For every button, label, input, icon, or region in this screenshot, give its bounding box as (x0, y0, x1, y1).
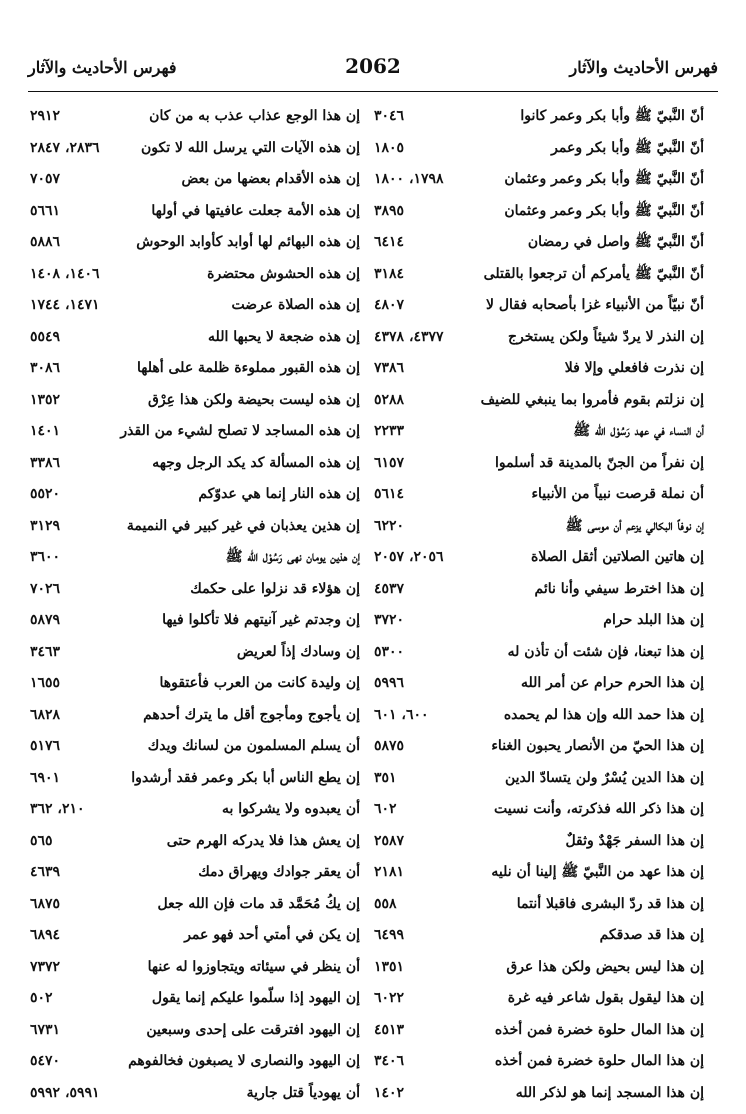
entry-text: إن هذه المساجد لا تصلح لشيء من القذر (120, 423, 360, 439)
entry-text: أن يسلم المسلمون من لسانك ويدك (147, 738, 360, 754)
entry-text: إن يطع الناس أبا بكر وعمر فقد أرشدوا (131, 769, 360, 786)
entry-hadith-number: ٥٨٨٦ (30, 234, 61, 250)
index-entry (374, 1078, 704, 1110)
index-entry (374, 983, 704, 1015)
entry-text: إن هذا السفر جَهْدٌ وثقلٌ (565, 832, 704, 849)
entry-text: إن هذه الأقدام بعضها من بعض (181, 171, 360, 187)
index-entry (30, 700, 360, 732)
entry-text: إن هذين يومان نهى رَسُوْل الله ﷺ (225, 549, 360, 565)
entry-hadith-number: ٢٢٣٣ (374, 423, 405, 439)
entry-hadith-number: ٦٤٩٩ (374, 927, 405, 943)
index-entry (30, 983, 360, 1015)
entry-hadith-number: ٥٥٨ (374, 895, 397, 912)
entry-hadith-number: ٥٣٠٠ (374, 643, 405, 660)
entry-text: أن نملة قرصت نبياً من الأنبياء (531, 486, 704, 502)
entry-text: إن يعش هذا فلا يدركه الهرم حتى (166, 832, 360, 849)
entry-text: إن هذا عهد من النَّبيّ ﷺ إلينا أن نليه (491, 864, 704, 880)
entry-hadith-number: ٥٨٧٥ (374, 738, 405, 754)
entry-text: إن هذه الصلاة عرضت (231, 297, 360, 313)
entry-text: أنّ النَّبيّ ﷺ وأبا بكر وعمر وعثمان (504, 202, 704, 219)
index-entry (30, 1015, 360, 1047)
index-entry (374, 511, 704, 543)
entry-text: أنّ النَّبيّ ﷺ يأمركم أن ترجعوا بالقتلى (483, 265, 704, 282)
entry-text: أنّ نبيّاً من الأنبياء غزا بأصحابه فقال لا (485, 297, 704, 313)
entry-hadith-number: ٦٠٢٢ (374, 990, 405, 1006)
entry-text: إن نذرت فافعلي وإلا فلا (564, 360, 704, 376)
index-entry (30, 542, 360, 574)
index-entry (30, 1046, 360, 1078)
entry-text: إن هذه ليست بحيضة ولكن هذا عِرْق (148, 391, 360, 408)
index-entry (374, 416, 704, 448)
index-entry (374, 952, 704, 984)
left-column (30, 101, 360, 1109)
entry-hadith-number: ٦٢٢٠ (374, 517, 405, 534)
entry-text: إن هذا ليس بحيض ولكن هذا عرق (506, 958, 704, 975)
entry-text: إن هذا ليقول بقول شاعر فيه غرة (507, 990, 704, 1006)
entry-text: إن هاتين الصلاتين أثقل الصلاة (531, 549, 704, 565)
entry-hadith-number: ٥٥٢٠ (30, 486, 61, 502)
entry-hadith-number: ٢١٠، ٣٦٢ (30, 801, 85, 817)
index-entry (30, 416, 360, 448)
index-entry (30, 763, 360, 795)
entry-hadith-number: ١٨٠٥ (374, 139, 405, 156)
entry-hadith-number: ٥٨٧٩ (30, 612, 61, 628)
entry-hadith-number: ٦٩٠١ (30, 769, 61, 786)
entry-hadith-number: ٥٩٩١، ٥٩٩٢ (30, 1084, 100, 1101)
entry-hadith-number: ٤٣٧٧، ٤٣٧٨ (374, 328, 444, 345)
index-entry (30, 164, 360, 196)
entry-text: إن هذه الأمة جعلت عافيتها في أولها (151, 202, 360, 219)
entry-text: أنّ النَّبيّ ﷺ وأبا بكر وعمر كانوا (520, 108, 704, 124)
index-entry (30, 668, 360, 700)
index-entry (30, 511, 360, 543)
index-entry (30, 290, 360, 322)
entry-hadith-number: ٦٠٢ (374, 801, 397, 817)
entry-hadith-number: ٢٠٥٦، ٢٠٥٧ (374, 549, 444, 565)
page-number: 2062 (345, 54, 401, 78)
index-entry (30, 920, 360, 952)
entry-hadith-number: ٦٠٠، ٦٠١ (374, 706, 429, 723)
entry-hadith-number: ٧٠٥٧ (30, 171, 61, 187)
entry-hadith-number: ٥٦٥ (30, 832, 53, 849)
index-entry (30, 794, 360, 826)
running-header (28, 52, 718, 90)
entry-hadith-number: ٦٧٣١ (30, 1021, 61, 1038)
index-entry (30, 227, 360, 259)
entry-hadith-number: ٥٤٧٠ (30, 1053, 61, 1069)
index-entry (374, 385, 704, 417)
index-entry (374, 259, 704, 291)
entry-text: إن وليدة كانت من العرب فأعتقوها (159, 675, 360, 691)
entry-hadith-number: ٢٥٨٧ (374, 832, 405, 849)
entry-text: إن يأجوج ومأجوج أقل ما يترك أحدهم (143, 706, 360, 723)
entry-text: أنّ النَّبيّ ﷺ واصل في رمضان (527, 234, 704, 250)
entry-text: إن يكن في أمتي أحد فهو عمر (184, 927, 360, 943)
index-entry (30, 889, 360, 921)
entry-hadith-number: ٦١٥٧ (374, 454, 405, 471)
entry-text: إن هذه الحشوش محتضرة (207, 265, 360, 282)
entry-text: أنّ النَّبيّ ﷺ وأبا بكر وعمر (551, 139, 704, 156)
entry-text: إن هذه النار إنما هي عدوّكم (198, 486, 360, 502)
index-entry (30, 952, 360, 984)
index-entry (374, 448, 704, 480)
header-rule (28, 91, 718, 92)
entry-hadith-number: ٦٨٩٤ (30, 927, 61, 943)
index-entry (30, 196, 360, 228)
entry-text: إن هذه الآيات التي يرسل الله لا تكون (141, 139, 360, 156)
entry-text: إن هذا المال حلوة خضرة فمن أخذه (494, 1021, 704, 1038)
entry-hadith-number: ٢٨٣٦، ٢٨٤٧ (30, 139, 100, 156)
header-title-right: فهرس الأحاديث والآثار (569, 58, 718, 77)
index-entry (374, 542, 704, 574)
entry-text: أن يهودياً قتل جارية (246, 1084, 360, 1101)
entry-hadith-number: ٧٠٢٦ (30, 580, 61, 597)
index-entry (30, 731, 360, 763)
entry-hadith-number: ٦٨٢٨ (30, 706, 61, 723)
index-entry (374, 574, 704, 606)
index-entry (374, 164, 704, 196)
index-entry (374, 637, 704, 669)
index-entry (374, 857, 704, 889)
right-column (374, 101, 704, 1109)
entry-text: إن هذا اخترط سيفي وأنا نائم (534, 580, 704, 597)
entry-hadith-number: ٧٣٨٦ (374, 360, 405, 376)
entry-text: إن هذا ذكر الله فذكرته، وأنت نسيت (494, 801, 704, 817)
entry-text: إن هذا الحيّ من الأنصار يحبون الغناء (491, 738, 704, 754)
entry-text: إن هذا حمد الله وإن هذا لم يحمده (503, 706, 704, 723)
entry-text: أن ينظر في سيئاته ويتجاوزوا له عنها (147, 958, 360, 975)
index-entry (30, 857, 360, 889)
index-entry (30, 826, 360, 858)
index-entry (374, 668, 704, 700)
entry-text: إن وجدتم غير آنيتهم فلا تأكلوا فيها (162, 612, 360, 628)
index-entry (30, 101, 360, 133)
entry-text: إن هذا الدين يُسْرٌ ولن يتسادّ الدين (504, 769, 704, 786)
entry-text: إن هذا تبعنا، فإن شئت أن تأذن له (507, 643, 704, 660)
entry-text: إن هذه القبور مملوءة ظلمة على أهلها (137, 360, 360, 376)
entry-hadith-number: ٣١٨٤ (374, 265, 405, 282)
entry-hadith-number: ٤٦٣٩ (30, 864, 61, 880)
index-entry (374, 826, 704, 858)
index-entry (374, 353, 704, 385)
entry-hadith-number: ٧٣٧٢ (30, 958, 61, 975)
entry-text: أن يعقر جوادك ويهراق دمك (198, 864, 360, 880)
index-entry (374, 700, 704, 732)
index-entry (374, 763, 704, 795)
entry-text: إن يكُ مُحَمَّد قد مات فإن الله جعل (157, 895, 360, 912)
entry-hadith-number: ٣٤٠٦ (374, 1053, 405, 1069)
index-entry (374, 322, 704, 354)
entry-hadith-number: ٥٩٩٦ (374, 675, 405, 691)
entry-hadith-number: ١٤٠١ (30, 423, 61, 439)
index-entry (374, 889, 704, 921)
entry-hadith-number: ٥٥٤٩ (30, 328, 61, 345)
entry-hadith-number: ٣١٢٩ (30, 517, 61, 534)
entry-hadith-number: ٢٩١٢ (30, 108, 61, 124)
entry-text: أنّ النَّبيّ ﷺ وأبا بكر وعمر وعثمان (504, 171, 704, 187)
entry-hadith-number: ٤٨٠٧ (374, 297, 405, 313)
index-entry (30, 605, 360, 637)
entry-hadith-number: ١٧٩٨، ١٨٠٠ (374, 171, 444, 187)
index-entry (374, 290, 704, 322)
entry-text: أن النساء في عهد رَسُوْل الله ﷺ (573, 423, 704, 439)
index-entry (30, 322, 360, 354)
entry-hadith-number: ٥٢٨٨ (374, 391, 405, 408)
entry-hadith-number: ٢١٨١ (374, 864, 405, 880)
entry-text: إن النذر لا يردّ شيئاً ولكن يستخرج (507, 328, 704, 345)
entry-text: إن اليهود والنصارى لا يصبغون فخالفوهم (128, 1053, 360, 1069)
entry-text: إن هذا الحرم حرام عن أمر الله (521, 675, 704, 691)
entry-text: إن هذا المسجد إنما هو لذكر الله (515, 1084, 704, 1101)
index-entry (374, 196, 704, 228)
entry-hadith-number: ٣٨٩٥ (374, 202, 405, 219)
index-entry (30, 385, 360, 417)
entry-text: إن هذا قد ردّ البشرى فاقبلا أنتما (516, 895, 704, 912)
entry-hadith-number: ١٤٧١، ١٧٤٤ (30, 297, 100, 313)
index-entry (374, 101, 704, 133)
entry-hadith-number: ٦٤١٤ (374, 234, 405, 250)
entry-text: إن هذا قد صدقكم (599, 927, 704, 943)
index-entry (30, 1078, 360, 1110)
entry-hadith-number: ١٦٥٥ (30, 675, 61, 691)
index-entry (30, 353, 360, 385)
entry-hadith-number: ٣٤٦٣ (30, 643, 61, 660)
index-entry (374, 1046, 704, 1078)
entry-text: إن نزلتم بقوم فأمروا بما ينبغي للضيف (480, 391, 704, 408)
index-entry (30, 133, 360, 165)
entry-text: إن هذا المال حلوة خضرة فمن أخذه (494, 1053, 704, 1069)
entry-hadith-number: ٣٠٨٦ (30, 360, 61, 376)
entry-text: إن اليهود افترقت على إحدى وسبعين (146, 1021, 360, 1038)
index-entry (30, 574, 360, 606)
entry-hadith-number: ٥٦١٤ (374, 486, 405, 502)
entry-text: إن نوفاً البكالي يزعم أن موسى ﷺ (565, 517, 704, 534)
entry-text: إن هذين يعذبان في غير كبير في النميمة (126, 517, 360, 534)
entry-text: إن هذا البلد حرام (603, 612, 704, 628)
entry-text: إن هذه البهائم لها أوابد كأوابد الوحوش (136, 234, 360, 250)
index-entry (30, 479, 360, 511)
entry-hadith-number: ١٣٥١ (374, 958, 405, 975)
entry-hadith-number: ١٣٥٢ (30, 391, 61, 408)
entry-hadith-number: ٥١٧٦ (30, 738, 61, 754)
index-entry (374, 605, 704, 637)
entry-hadith-number: ٤٥٣٧ (374, 580, 405, 597)
index-entry (374, 1015, 704, 1047)
entry-hadith-number: ٥٦٦١ (30, 202, 61, 219)
index-entry (374, 794, 704, 826)
index-entry (374, 133, 704, 165)
entry-hadith-number: ٣٧٢٠ (374, 612, 405, 628)
entry-text: إن هذه المسألة كد يكد الرجل وجهه (152, 454, 360, 471)
entry-text: إن نفراً من الجنّ بالمدينة قد أسلموا (494, 454, 704, 471)
entry-hadith-number: ١٤٠٢ (374, 1084, 405, 1101)
index-entry (374, 920, 704, 952)
entry-text: إن وسادك إذاً لعريض (236, 643, 360, 660)
entry-text: إن اليهود إذا سلّموا عليكم إنما يقول (151, 990, 360, 1006)
entry-hadith-number: ٦٨٧٥ (30, 895, 61, 912)
index-entry (30, 259, 360, 291)
entry-hadith-number: ٣٠٤٦ (374, 108, 405, 124)
entry-text: إن هذه ضجعة لا يحبها الله (208, 328, 360, 345)
entry-hadith-number: ٣٦٠٠ (30, 549, 61, 565)
entry-hadith-number: ٣٣٨٦ (30, 454, 61, 471)
header-title-left: فهرس الأحاديث والآثار (28, 58, 177, 77)
index-entry (374, 227, 704, 259)
entry-text: إن هذا الوجع عذاب عذب به من كان (149, 108, 360, 124)
entry-text: أن يعبدوه ولا يشركوا به (221, 801, 360, 817)
index-entry (30, 448, 360, 480)
entry-text: إن هؤلاء قد نزلوا على حكمك (190, 580, 360, 597)
entry-hadith-number: ٤٥١٣ (374, 1021, 405, 1038)
index-entry (374, 479, 704, 511)
entry-hadith-number: ٥٠٢ (30, 990, 53, 1006)
index-entry (30, 637, 360, 669)
entry-hadith-number: ٣٥١ (374, 769, 397, 786)
entry-hadith-number: ١٤٠٦، ١٤٠٨ (30, 265, 100, 282)
index-entry (374, 731, 704, 763)
